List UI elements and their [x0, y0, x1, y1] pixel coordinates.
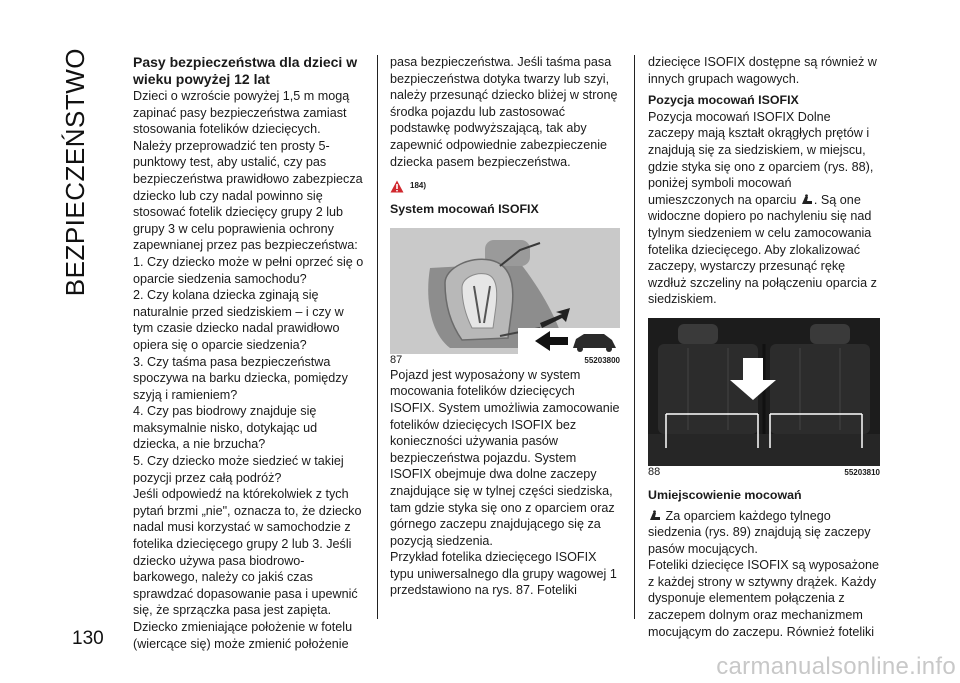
figure-code: 55203810	[844, 467, 880, 477]
paragraph: pasa bezpieczeństwa. Jeśli taśma pasa bezpieczeństwa dotyka twarzy lub szyi, należy przesunąć dziecko bliżej w stronę środka pojazdu lub zastosować podstawkę podwyższającą, tak aby zapewnić odpowiednie zabezpieczenie dziecka pasem bezpieczeństwa.	[390, 55, 618, 169]
column-divider	[377, 55, 378, 619]
column-1	[133, 54, 365, 652]
question-2: 2. Czy kolana dziecka zginają się naturalnie przed siedziskiem – i czy w tym czasie dziecko nadal prawidłowo opiera się o oparcie siedzenia?	[133, 288, 344, 352]
child-seat-illustration	[390, 228, 620, 354]
section-title-vertical	[60, 48, 120, 297]
paragraph-text: Za oparciem każdego tylnego siedzenia (rys. 89) znajdują się zaczepy pasów mocujących.	[648, 508, 871, 556]
paragraph-text: Pozycja mocowań ISOFIX Dolne zaczepy mają kształt okrągłych prętów i znajdują się za siedziskiem, w miejscu, gdzie styka się ono z oparciem (rys. 88), poniżej symboli mocowań umieszczonych na oparciu	[648, 109, 874, 207]
page-number: 130	[72, 628, 104, 649]
paragraph: Foteliki dziecięce ISOFIX są wyposażone z każdej strony w sztywny drążek. Każdy dysponuje elementem połączenia z zaczepem dolnym oraz mechanizmem mocującym do zaczepu. Również foteliki	[648, 558, 879, 639]
question-4: 4. Czy pas biodrowy znajduje się maksymalnie nisko, dotykając ud dziecka, a nie brzucha?	[133, 404, 318, 452]
watermark: carmanualsonline.info	[716, 653, 956, 680]
paragraph: Pojazd jest wyposażony w system mocowania fotelików dziecięcych ISOFIX. System umożliwia zamocowanie fotelików dziecięcych ISOFIX bez konieczności używania pasów bezpieczeństwa pojazdu. System ISOFIX obejmuje dwa dolne zaczepy znajdujące się w tylnej części siedziska, tam gdzie styka się ono z oparciem oraz górnego zaczepu znajdującego się za pozycją siedzenia.	[390, 367, 620, 548]
paragraph-anchor-location	[648, 508, 880, 558]
subheading-anchor-location: Umiejscowienie mocowań	[648, 487, 802, 502]
rear-seat-photo	[648, 318, 880, 466]
figure-number: 87	[390, 353, 403, 366]
subheading-isofix-position: Pozycja mocowań ISOFIX	[648, 93, 799, 108]
isofix-child-seat-icon	[648, 510, 662, 522]
figure-87	[390, 228, 620, 367]
column-divider	[634, 55, 635, 619]
figure-number: 88	[648, 465, 661, 478]
warning-ref-number: 184)	[410, 180, 427, 190]
figure-caption	[390, 354, 620, 367]
paragraph: Przykład fotelika dziecięcego ISOFIX typu uniwersalnego dla grupy wagowej 1 przedstawiono na rys. 87. Foteliki	[390, 550, 617, 598]
section-title-text: BEZPIECZEŃSTWO	[60, 48, 90, 297]
warning-triangle-icon	[390, 180, 404, 193]
column-3	[648, 54, 880, 640]
question-1: 1. Czy dziecko może w pełni oprzeć się o oparcie siedzenia samochodu?	[133, 254, 364, 286]
figure-88	[648, 318, 880, 479]
figure-caption	[648, 466, 880, 479]
question-5: 5. Czy dziecko może siedzieć w takiej pozycji przez całą podróż?	[133, 454, 344, 485]
section-heading: Pasy bezpieczeństwa dla dzieci w wieku powyżej 12 lat	[133, 54, 358, 87]
paragraph: Jeśli odpowiedź na którekolwiek z tych pytań brzmi „nie", oznacza to, że dziecko nadal musi korzystać w samochodzie z fotelika dziecięcego grupy 2 lub 3. Jeśli dziecko używa pasa biodrowo-barkowego, należy co jakiś czas sprawdzać dopasowanie pasa i upewnić się, że sprzączka pasa jest zapięta. Dziecko zmieniające położenie w fotelu (wiercące się) może zmienić położenie	[133, 487, 362, 651]
paragraph-isofix-position	[648, 109, 880, 308]
paragraph: dziecięce ISOFIX dostępne są również w innych grupach wagowych.	[648, 55, 877, 86]
subheading-isofix-system: System mocowań ISOFIX	[390, 202, 539, 217]
warning-reference	[390, 173, 620, 199]
column-2	[390, 54, 620, 599]
question-3: 3. Czy taśma pasa bezpieczeństwa spoczywa na barku dziecka, pomiędzy szyją i ramieniem?	[133, 354, 348, 402]
paragraph-text: . Są one widoczne dopiero po nachyleniu się nad tylnym siedzeniem w celu zamocowania fotelika dziecięcego. Aby zlokalizować zaczepy, wystarczy przesunąć rękę wzdłuż szczeliny na połączeniu oparcia z siedziskiem.	[648, 192, 877, 307]
paragraph: Należy przeprowadzić ten prosty 5-punktowy test, aby ustalić, czy pas bezpieczeństwa prawidłowo zabezpiecza dziecko lub czy nadal powinno się stosować fotelik dziecięcy grupy 2 lub grupy 3 w celu poprawienia ochrony zapewnianej przez pas bezpieczeństwa:	[133, 138, 363, 253]
paragraph: Dzieci o wzroście powyżej 1,5 m mogą zapinać pasy bezpieczeństwa zamiast stosowania fotelików dziecięcych.	[133, 89, 350, 137]
isofix-child-seat-icon	[800, 194, 814, 206]
figure-code: 55203800	[584, 355, 620, 365]
